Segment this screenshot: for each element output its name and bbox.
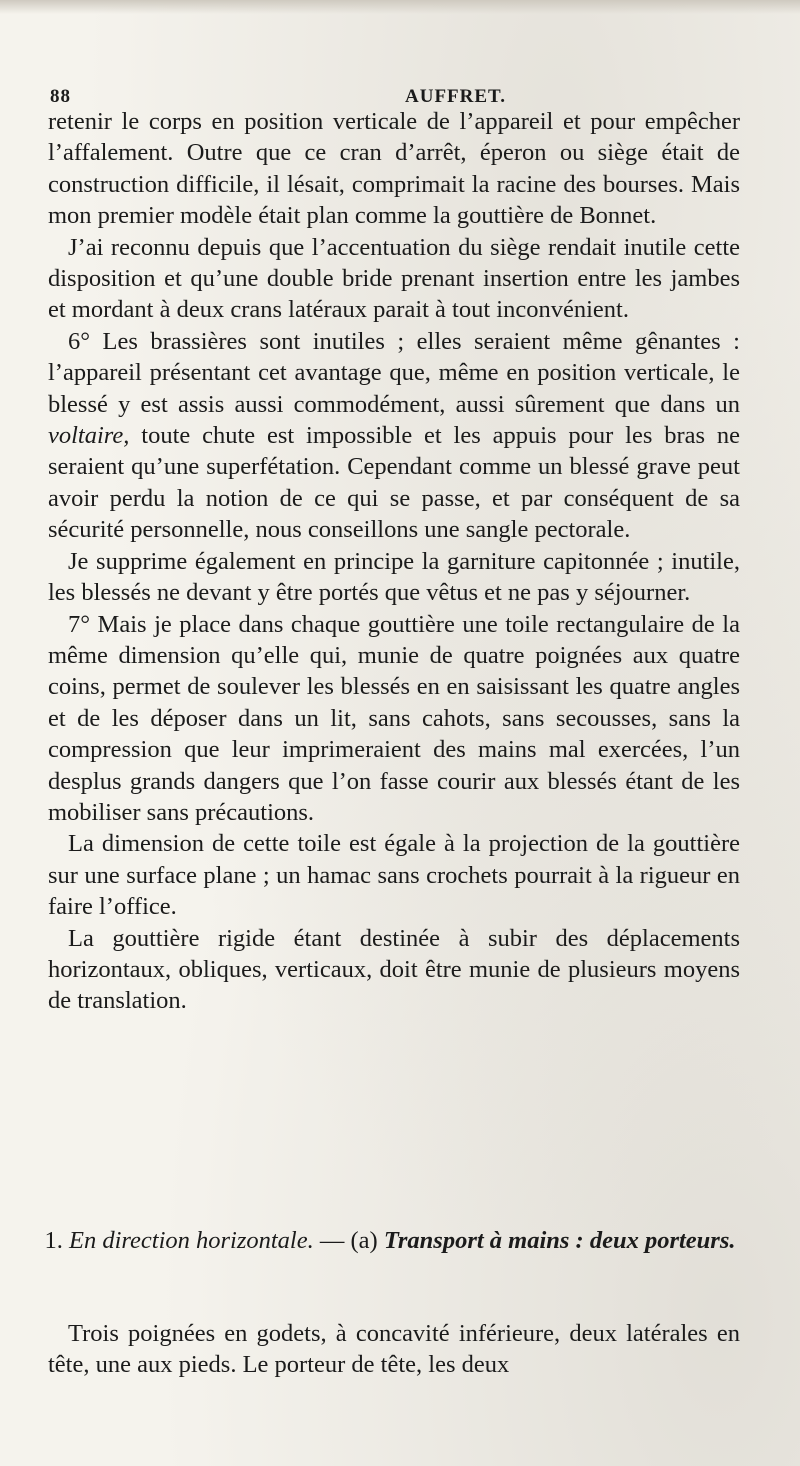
page-edge (0, 0, 800, 14)
subsection-label: (a) (350, 1227, 378, 1254)
section-title: En direction horizontale. (68, 1227, 314, 1254)
paragraph: Trois poignées en godets, à concavité inférieure, deux latérales en tête, une aux pieds. Le porteur de tête, les deux (48, 1320, 740, 1379)
italic-term: voltaire, (48, 422, 130, 450)
paragraph-text: toute chute est impossible et les appuis pour les bras ne seraient qu’une superfétation. Cependant comme un blessé grave peut avoir perdu la notion de ce qui se passe, et par conséquent de sa sécurité personnelle, nous conseillons une sangle pectorale. (48, 422, 740, 544)
paragraph: La dimension de cette toile est égale à la projection de la gouttière sur une surface plane ; un hamac sans crochets pourrait à la rigueur en faire l’office. (48, 830, 740, 921)
paragraph: Je supprime également en principe la garniture capitonnée ; inutile, les blessés ne devant y être portés que vêtus et ne pas y séjourner. (48, 547, 740, 607)
paragraph: 7° Mais je place dans chaque gouttière une toile rectangulaire de la même dimension qu’elle qui, munie de quatre poignées aux quatre coins, permet de soulever les blessés en en saisissant les quatre angles et de les déposer dans un lit, sans cahots, sans secousses, sans la compression que leur imprimeraient des mains mal exercées, l’un desplus grands dangers que l’on fasse courir aux blessés étant de les mobiliser sans précautions. (48, 610, 740, 826)
subsection-title: Transport à mains : deux porteurs. (383, 1227, 736, 1254)
paragraph-text: 6° Les brassières sont inutiles ; elles seraient même gênantes : l’appareil présentant cet avantage que, même en position verticale, le blessé y est assis aussi commodément, aussi sûrement que dans un (48, 327, 740, 418)
body-text (48, 106, 740, 1017)
paragraph (48, 326, 740, 546)
running-head: AUFFRET. (405, 86, 507, 107)
paragraph: La gouttière rigide étant destinée à subir des déplacements horizontaux, obliques, verticaux, doit être munie de plusieurs moyens de translation. (48, 924, 740, 1015)
paragraph: retenir le corps en position verticale de l’appareil et pour empêcher l’affalement. Outre que ce cran d’arrêt, éperon ou siège était de construction difficile, il lésait, comprimait la racine des bourses. Mais mon premier modèle était plan comme la gouttière de Bonnet. (48, 108, 740, 230)
section-number: 1. (44, 1227, 63, 1254)
page-number: 88 (50, 86, 71, 107)
section-dash: — (313, 1227, 351, 1254)
paragraph: J’ai reconnu depuis que l’accentuation du siège rendait inutile cette disposition et qu’une double bride prenant insertion entre les jambes et mordant à deux crans latéraux parait à tout inconvénient. (48, 233, 740, 324)
section-heading (40, 1225, 740, 1257)
